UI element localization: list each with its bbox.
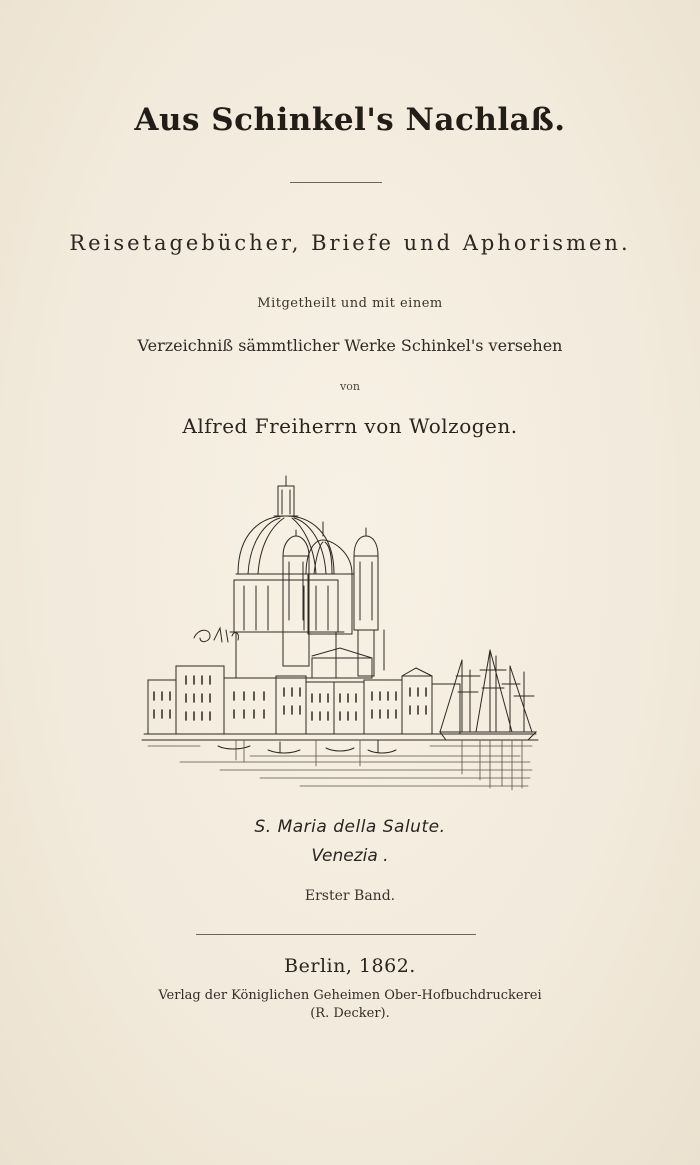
von-line: von xyxy=(340,380,360,393)
place-and-year: Berlin, 1862. xyxy=(284,955,416,977)
illustration-caption-line1: S. Maria della Salute. xyxy=(254,817,446,837)
title-rule xyxy=(290,182,382,183)
author-name: Alfred Freiherrn von Wolzogen. xyxy=(182,414,518,438)
printer-line: (R. Decker). xyxy=(310,1006,390,1021)
illustration-caption-line2: Venezia . xyxy=(311,846,389,866)
imprint-rule xyxy=(196,934,476,935)
communicated-by-line: Mitgetheilt und mit einem xyxy=(257,296,443,311)
book-subtitle: Reisetagebücher, Briefe und Aphorismen. xyxy=(69,231,631,255)
index-line: Verzeichniß sämmtlicher Werke Schinkel's versehen xyxy=(137,336,563,355)
volume-label: Erster Band. xyxy=(304,888,396,904)
book-title: Aus Schinkel's Nachlaß. xyxy=(134,102,566,138)
church-dome-waterfront-sketch-icon xyxy=(140,470,540,800)
publisher-line: Verlag der Königlichen Geheimen Ober-Hofbuchdruckerei xyxy=(158,988,542,1003)
